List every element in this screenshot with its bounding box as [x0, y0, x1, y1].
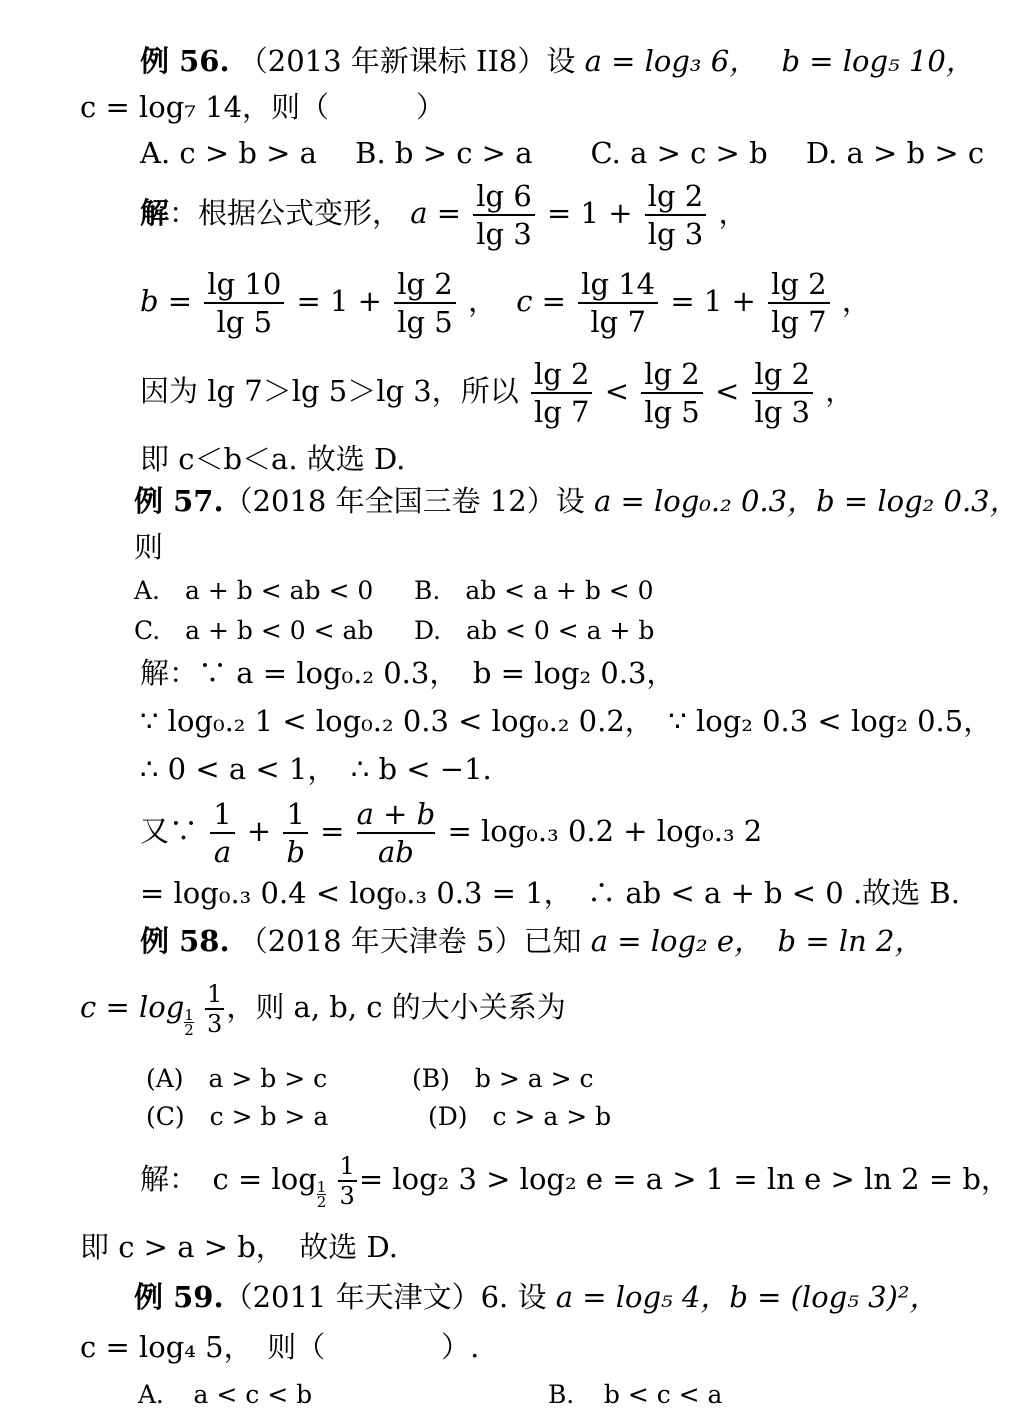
fraction-denominator: lg 3 — [754, 395, 811, 429]
ex58-title: 例 58. — [140, 924, 230, 958]
fraction-denominator: a — [213, 835, 232, 869]
fraction-numerator: lg 2 — [394, 266, 456, 304]
fraction-numerator: a + b — [357, 796, 436, 834]
ex57-solution-line5: = log₀.₃ 0.4 < log₀.₃ 0.3 = 1， ∴ ab < a + b < 0 .故选 B. — [140, 876, 960, 910]
ex57-then: 则 — [134, 530, 164, 564]
ex59-title: 例 59. — [134, 1280, 224, 1314]
ex57-option-d: D. ab < 0 < a + b — [414, 616, 655, 645]
ex58-header — [140, 924, 923, 958]
fraction-numerator: 1 — [207, 980, 223, 1008]
ex57-fraction-apb-ab — [357, 796, 436, 870]
fraction-denominator: lg 5 — [397, 305, 453, 339]
ex56-fraction-lg2-lg3b — [752, 356, 814, 430]
fraction-denominator: 2 — [184, 1021, 194, 1039]
fraction-numerator: 1 — [283, 796, 307, 834]
fraction-numerator: 1 — [184, 1006, 194, 1024]
fraction-denominator: lg 5 — [216, 305, 273, 339]
ex56-def-b: b = log₅ 10， — [781, 44, 975, 78]
ex56-fraction-lg2-lg3 — [645, 178, 707, 252]
ex57-log-sum: = log₀.₃ 0.2 + log₀.₃ 2 — [447, 814, 763, 848]
ex57-title: 例 57. — [134, 484, 224, 518]
ex59-def: a = log₅ 4，b = (log₅ 3)²， — [555, 1280, 939, 1314]
ex59-option-a: A． a < c < b — [138, 1380, 313, 1409]
ex56-def-c: c = log₇ 14，则（ ） — [80, 90, 446, 124]
ex58-option-b: (B) b > a > c — [412, 1064, 594, 1093]
fraction-denominator: b — [286, 835, 305, 869]
ex58-option-d: (D) c > a > b — [428, 1102, 612, 1131]
fraction-numerator: lg 14 — [578, 266, 658, 304]
comma: ， — [718, 196, 748, 230]
fraction-denominator: ab — [378, 835, 414, 869]
ex58-source: （2018 年天津卷 5）已知 — [238, 924, 582, 958]
fraction-numerator: lg 10 — [204, 266, 284, 304]
ex56-fraction-lg2-lg7b — [531, 356, 593, 430]
ex57-also-because: 又∵ — [140, 814, 199, 848]
ex56-fraction-lg2-lg5b — [641, 356, 703, 430]
ex56-solution-line2 — [140, 266, 871, 340]
ex58-fraction-one-third — [205, 980, 224, 1038]
ex57-fraction-1-b — [283, 796, 307, 870]
plus: + — [246, 814, 272, 848]
ex56-c-lhs: c = — [516, 284, 566, 318]
ex57-option-c: C. a + b < 0 < ab — [134, 616, 374, 645]
ex57-def: a = log₀.₂ 0.3，b = log₂ 0.3， — [593, 484, 1019, 518]
fraction-numerator: lg 2 — [641, 356, 703, 394]
ex57-option-b: B. ab < a + b < 0 — [414, 576, 654, 605]
fraction-numerator: 1 — [316, 1178, 327, 1196]
ex57-solution-line4 — [140, 796, 762, 870]
fraction-denominator: lg 7 — [771, 305, 827, 339]
ex58-option-c: (C) c > b > a — [146, 1102, 329, 1131]
fraction-numerator: lg 2 — [645, 178, 707, 216]
ex56-a-lhs: a = — [410, 196, 462, 230]
ex56-solution-intro: ：根据公式变形， — [169, 196, 402, 230]
fraction-denominator: lg 3 — [476, 217, 532, 251]
ex58-def-c — [80, 980, 566, 1038]
fraction-numerator: lg 2 — [768, 266, 830, 304]
ex58-base-half — [184, 1008, 194, 1037]
ex59-source: （2011 年天津文）6. 设 — [223, 1280, 547, 1314]
ex58-solution-base-half — [317, 1180, 327, 1209]
fraction-denominator: lg 7 — [590, 305, 646, 339]
ex56-fraction-lg6-lg3 — [473, 178, 535, 252]
ex58-solution-one-third — [338, 1152, 357, 1210]
ex57-solution-line2: ∵ log₀.₂ 1 < log₀.₂ 0.3 < log₀.₂ 0.2， ∵ log₂ 0.3 < log₂ 0.5， — [140, 704, 993, 738]
fraction-denominator: 3 — [207, 1010, 223, 1038]
ex58-solution-start: 解： c = log — [140, 1162, 317, 1196]
ex56-header — [140, 44, 975, 78]
ex58-def-ab: a = log₂ e， b = ln 2， — [590, 924, 924, 958]
ex58-conclusion: 即 c > a > b， 故选 D. — [80, 1230, 398, 1264]
fraction-numerator: 1 — [210, 796, 234, 834]
ex57-source: （2018 年全国三卷 12）设 — [223, 484, 585, 518]
fraction-denominator: 3 — [339, 1182, 355, 1210]
fraction-numerator: 1 — [339, 1152, 355, 1180]
ex58-option-a: (A) a > b > c — [146, 1064, 328, 1093]
ex56-solution-label: 解 — [140, 196, 170, 230]
comma: ， — [841, 284, 871, 318]
ex56-fraction-lg10-lg5 — [204, 266, 284, 340]
ex56-solution-line3 — [140, 356, 854, 430]
less-than: < — [604, 374, 630, 408]
fraction-denominator: lg 7 — [533, 395, 590, 429]
eq-one-plus: = 1 + — [670, 284, 756, 318]
ex58-c-log: c = log — [80, 990, 185, 1024]
ex59-header — [134, 1280, 938, 1314]
ex56-eq1plus: = 1 + — [547, 196, 633, 230]
ex56-def-a: a = log₃ 6， — [584, 44, 759, 78]
equals: = — [320, 814, 345, 848]
ex56-title: 例 56. — [140, 44, 230, 78]
fraction-numerator: lg 6 — [473, 178, 535, 216]
comma: ， — [825, 374, 855, 408]
eq-one-plus: = 1 + — [296, 284, 382, 318]
ex56-source: （2013 年新课标 II8）设 — [238, 44, 576, 78]
ex57-header — [134, 484, 1019, 518]
ex56-conclusion: 即 c＜b＜a. 故选 D. — [140, 442, 406, 476]
ex58-question: ，则 a, b, c 的大小关系为 — [226, 990, 566, 1024]
ex56-fraction-lg14-lg7 — [578, 266, 658, 340]
ex56-because: 因为 lg 7＞lg 5＞lg 3，所以 — [140, 374, 519, 408]
fraction-numerator: lg 2 — [752, 356, 814, 394]
ex56-fraction-lg2-lg7 — [768, 266, 830, 340]
ex56-fraction-lg2-lg5 — [394, 266, 456, 340]
fraction-denominator: lg 3 — [647, 217, 704, 251]
fraction-denominator: lg 5 — [644, 395, 700, 429]
fraction-denominator: 2 — [316, 1193, 327, 1211]
less-than: < — [714, 374, 740, 408]
fraction-numerator: lg 2 — [531, 356, 593, 394]
ex57-option-a: A. a + b < ab < 0 — [134, 576, 374, 605]
ex57-solution-line3: ∴ 0 < a < 1， ∴ b < −1. — [140, 752, 492, 786]
ex57-solution-line1: 解：∵ a = log₀.₂ 0.3， b = log₂ 0.3， — [140, 656, 676, 690]
ex58-solution-chain: = log₂ 3 > log₂ e = a > 1 = ln e > ln 2 = b， — [358, 1162, 1010, 1196]
ex56-options: A. c > b > a B. b > c > a C. a > c > b D. a > b > c — [140, 136, 985, 170]
ex56-b-lhs: b = — [140, 284, 193, 318]
ex57-fraction-1-a — [210, 796, 234, 870]
ex56-solution-line1 — [140, 178, 747, 252]
ex58-solution — [140, 1152, 1010, 1210]
comma: ， — [467, 284, 497, 318]
ex59-option-b: B． b < c < a — [548, 1380, 723, 1409]
ex59-def-c: c = log₄ 5， 则（ ）. — [80, 1330, 480, 1364]
